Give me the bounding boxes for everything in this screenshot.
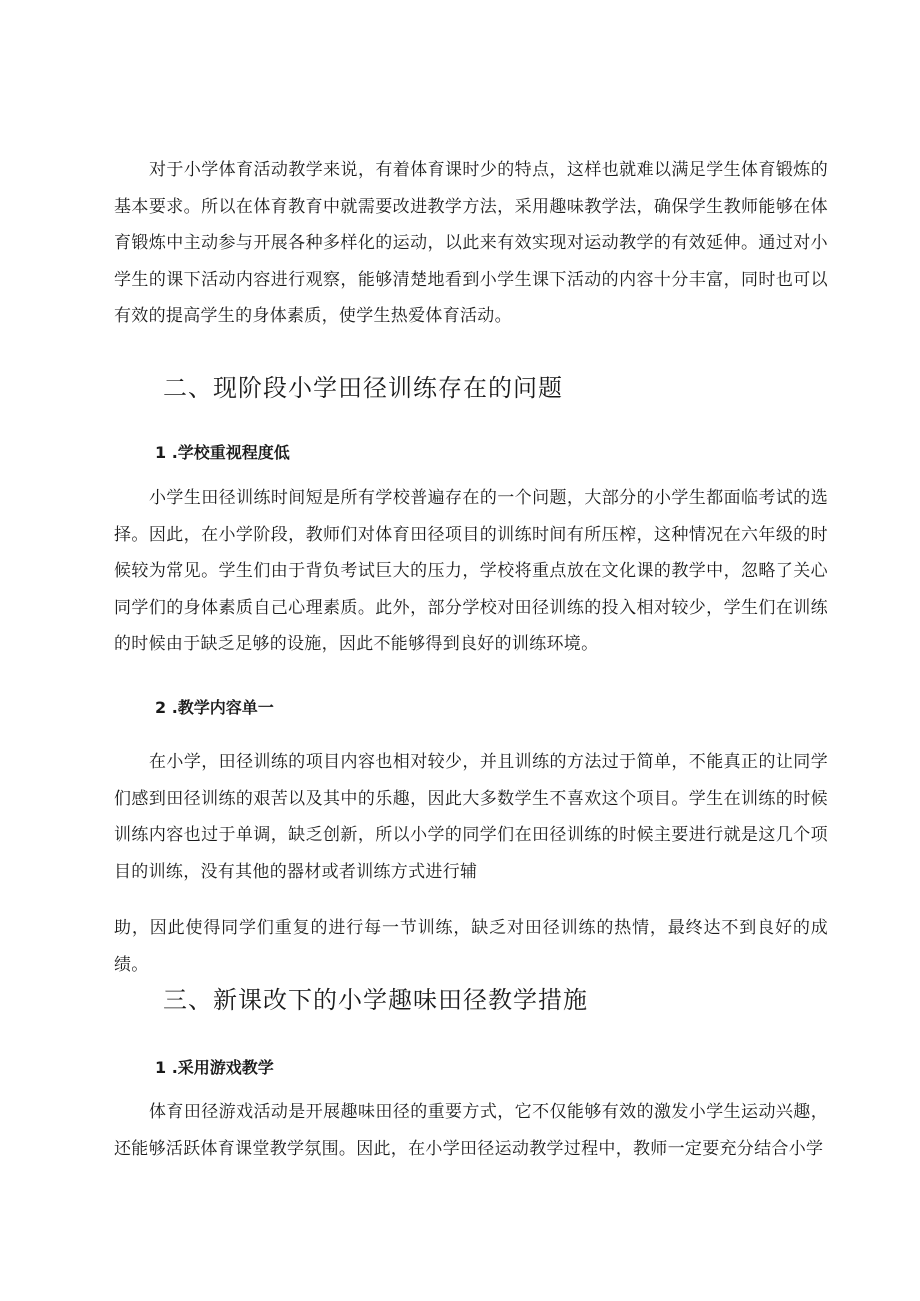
subsection-3-1-paragraph: 体育田径游戏活动是开展趣味田径的重要方式，它不仅能够有效的激发小学生运动兴趣，还能够活跃体育课堂教学氛围。因此，在小学田径运动教学过程中，教师一定要充分结合小学	[114, 1102, 828, 1159]
section-3-heading: 三、新课改下的小学趣味田径教学措施	[163, 986, 588, 1014]
subsection-2-1-paragraph: 小学生田径训练时间短是所有学校普遍存在的一个问题，大部分的小学生都面临考试的选择。因此，在小学阶段，教师们对体育田径项目的训练时间有所压榨，这种情况在六年级的时候较为常见。学生们由于背负考试巨大的压力，学校将重点放在文化课的教学中，忽略了关心同学们的身体素质自己心理素质。此外，部分学校对田径训练的投入相对较少，学生们在训练的时候由于缺乏足够的设施，因此不能够得到良好的训练环境。	[114, 488, 828, 654]
subsection-2-2-paragraph-continued: 助，因此使得同学们重复的进行每一节训练，缺乏对田径训练的热情，最终达不到良好的成绩。	[114, 918, 828, 975]
section-2-heading: 二、现阶段小学田径训练存在的问题	[163, 374, 563, 402]
subsection-2-2-paragraph: 在小学，田径训练的项目内容也相对较少，并且训练的方法过于简单，不能真正的让同学们感到田径训练的艰苦以及其中的乐趣，因此大多数学生不喜欢这个项目。学生在训练的时候训练内容也过于单调，缺乏创新，所以小学的同学们在田径训练的时候主要进行就是这几个项目的训练，没有其他的器材或者训练方式进行辅	[114, 752, 828, 882]
subsection-2-2-heading: 2 .教学内容单一	[155, 698, 274, 717]
subsection-3-1-heading: 1 .采用游戏教学	[155, 1058, 274, 1077]
intro-paragraph: 对于小学体育活动教学来说，有着体育课时少的特点，这样也就难以满足学生体育锻炼的基本要求。所以在体育教育中就需要改进教学方法，采用趣味教学法，确保学生教师能够在体育锻炼中主动参与开展各种多样化的运动，以此来有效实现对运动教学的有效延伸。通过对小学生的课下活动内容进行观察，能够清楚地看到小学生课下活动的内容十分丰富，同时也可以有效的提高学生的身体素质，使学生热爱体育活动。	[114, 160, 828, 326]
subsection-2-1-heading: 1 .学校重视程度低	[155, 443, 290, 462]
